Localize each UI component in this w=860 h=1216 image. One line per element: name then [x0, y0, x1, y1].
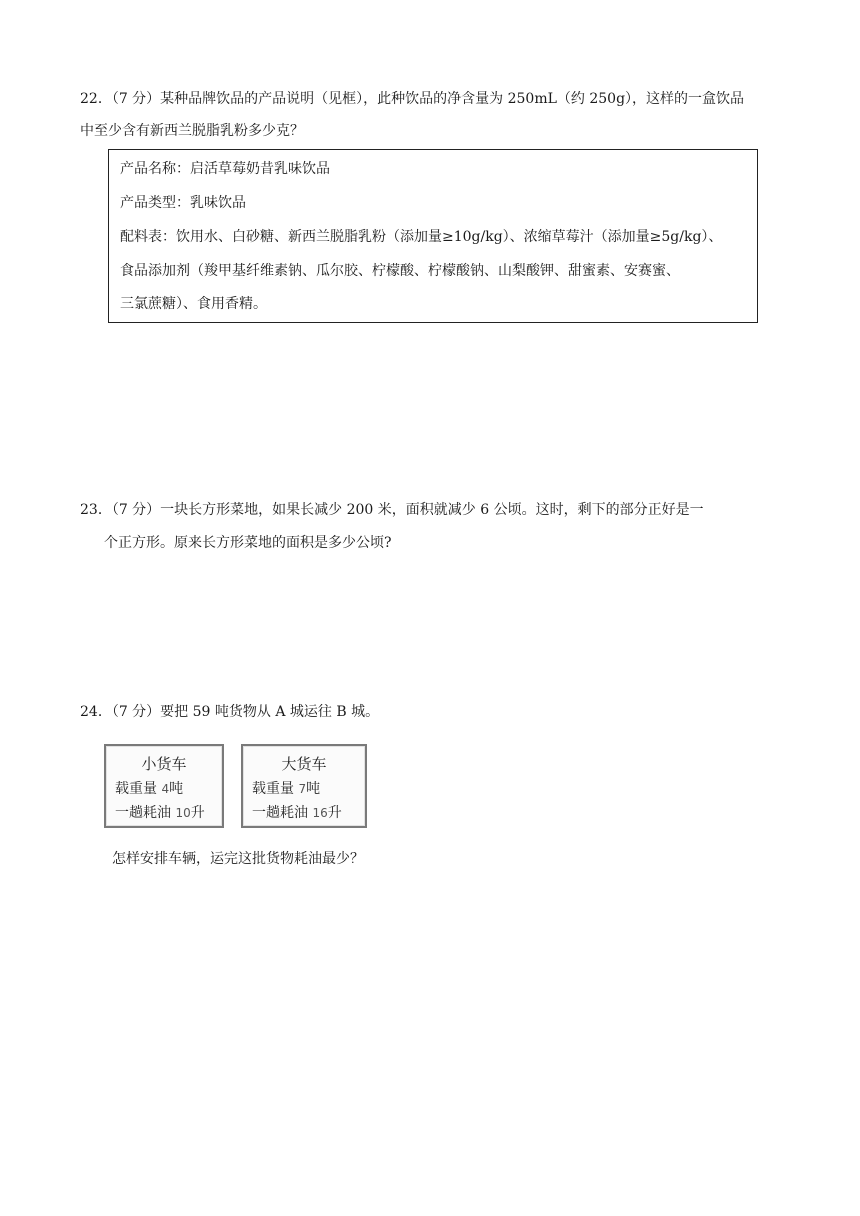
big-truck-load-value: 7 [298, 782, 307, 796]
small-truck-load-label: 载重量 [115, 781, 157, 797]
ingredients-line-1: 配料表：饮用水、白砂糖、新西兰脱脂乳粉（添加量≥10g/kg）、浓缩草莓汁（添加量≥5g/kg）、 [120, 229, 723, 245]
question-23-text-cont: 个正方形。原来长方形菜地的面积是多少公顷? [104, 535, 392, 551]
question-22-text-cont: 中至少含有新西兰脱脂乳粉多少克？ [80, 123, 304, 139]
big-truck-fuel-label: 一趟耗油 [252, 805, 308, 821]
question-22-text: 22．（7 分）某种品牌饮品的产品说明（见框），此种饮品的净含量为 250mL（约 250g），这样的一盒饮品 [80, 91, 745, 107]
big-truck-fuel-unit: 升 [327, 805, 342, 821]
big-truck-fuel-value: 16 [312, 806, 328, 820]
product-description-box [108, 149, 758, 323]
question-24-prompt: 怎样安排车辆，运完这批货物耗油最少？ [112, 851, 364, 867]
big-truck-load-label: 载重量 [252, 781, 294, 797]
small-truck-load [115, 778, 183, 798]
ingredients-line-3: 三氯蔗糖）、食用香精。 [120, 296, 267, 312]
big-truck-title: 大货车 [281, 755, 327, 773]
product-type: 产品类型：乳味饮品 [120, 195, 246, 211]
small-truck-load-value: 4 [161, 782, 170, 796]
small-truck-fuel-label: 一趟耗油 [115, 805, 171, 821]
small-truck-fuel-unit: 升 [190, 805, 205, 821]
ingredients-line-2: 食品添加剂（羧甲基纤维素钠、瓜尔胶、柠檬酸、柠檬酸钠、山梨酸钾、甜蜜素、安赛蜜、 [120, 263, 680, 279]
question-23-text: 23．（7 分）一块长方形菜地，如果长减少 200 米，面积就减少 6 公顷。这时，剩下的部分正好是一 [80, 502, 704, 518]
small-truck-fuel-value: 10 [175, 806, 191, 820]
big-truck-load-unit: 吨 [306, 781, 321, 797]
question-24-text: 24．（7 分）要把 59 吨货物从 A 城运往 B 城。 [80, 704, 380, 720]
big-truck-card [241, 744, 367, 828]
small-truck-title: 小货车 [141, 755, 187, 773]
small-truck-card [104, 744, 224, 828]
big-truck-load [252, 778, 320, 798]
big-truck-fuel [252, 802, 342, 822]
small-truck-load-unit: 吨 [169, 781, 184, 797]
product-name: 产品名称：启活草莓奶昔乳味饮品 [120, 161, 330, 177]
small-truck-fuel [115, 802, 205, 822]
